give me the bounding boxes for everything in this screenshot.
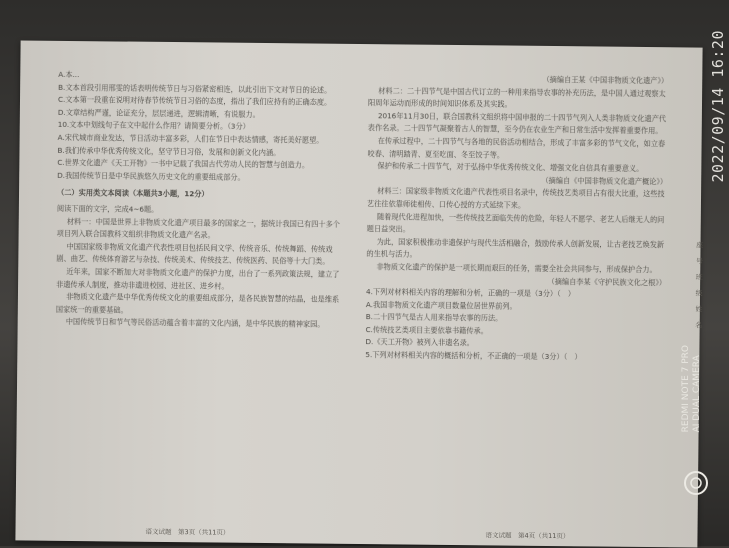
strip-char: 座 [695,241,704,250]
camera-model: REDMI NOTE 7 PRO [681,345,691,433]
strip-char: 名 [695,321,703,330]
question-10: 10.文本中划线句子在文中起什么作用？请简要分析。（3分） [57,120,250,132]
camera-tagline: AI DUAL CAMERA [692,355,702,433]
material-label: 材料一： [66,216,96,226]
answer-option: C.传统技艺类项目主要依靠书籍传承。 [365,324,488,336]
material-label: 材料二： [378,85,408,96]
paragraph: 国家级非物质文化遗产代表性项目名录中，传统技艺类项目占有很大比重，这些技艺往往依靠师徒相传、口传心授的方式延续下来。 [366,186,665,210]
answer-option: A.我国非物质文化遗产项目数量位居世界前列。 [365,299,517,311]
text-line: B.文本首段引用邢雯的话表明传统节日与习俗紧密相连，以此引出下文对节日的论述。 [58,82,332,95]
question-4: 4.下列对材料相关内容的理解和分析，正确的一项是（3分）（ ） [365,287,576,299]
strip-char: 姓 [695,305,703,314]
camera-logo-icon [683,470,709,496]
paragraph: 中国传统节日和节气等民俗活动蕴含着丰富的文化内涵，是中华民族的精神家园。 [65,317,325,329]
attribution: （摘编自王某《中国非物质文化遗产》） [542,74,669,86]
answer-option: D.《天工开物》被列入非遗名录。 [365,337,474,348]
page-footer-right: 语文试题 第4页（共11页） [485,531,570,541]
text-line: D.我国传统节日是中华民族悠久历史文化的重要组成部分。 [57,170,245,182]
attribution: （摘编自《中国非物质文化遗产概论》） [541,175,668,186]
material-label: 材料三： [377,186,406,196]
text-line: A.本... [58,69,80,80]
timestamp-watermark: 2022/09/14 16:20 [709,30,727,183]
paragraph: 非物质文化遗产是中华优秀传统文化的重要组成部分，是各民族智慧的结晶，也是维系国家统一的重要基础。 [55,292,340,315]
paragraph: 非物质文化遗产的保护是一项长期而艰巨的任务，需要全社会共同参与，形成保护合力。 [376,262,657,275]
paragraph: 二十四节气是中国古代订立的一种用来指导农事的补充历法，是中国人通过观察太阳周年运动而形成的时间知识体系及其实践。 [367,86,666,109]
text-line: D.文章结构严谨，论证充分，层层递进，逻辑清晰，有说服力。 [57,107,260,119]
text-line: A.宋代城市商业发达，节日活动丰富多彩，人们在节日中表达情感，寄托美好愿望。 [57,132,324,145]
right-column [365,72,668,365]
section-title: （二）实用类文本阅读（本题共3小题，12分） [56,188,209,199]
paragraph: 保护和传承二十四节气，对于弘扬中华优秀传统文化、增强文化自信具有重要意义。 [377,161,644,174]
paragraph: 2016年11月30日，联合国教科文组织将中国申报的二十四节气列入人类非物质文化遗产代表作名录。二十四节气凝聚着古人的智慧，至今仍在农业生产和日常生活中发挥着重要作用。 [367,110,667,136]
answer-option: B.二十四节气是古人用来指导农事的历法。 [365,312,503,323]
strip-char: 号 [695,257,703,266]
strip-char: 班 [695,273,703,282]
paragraph: 为此，国家积极推动非遗保护与现代生活相融合，鼓励传承人创新发展，让古老技艺焕发新的生机与活力。 [366,236,665,259]
paragraph: 在传承过程中，二十四节气与各地的民俗活动相结合，形成了丰富多彩的节气文化，如立春咬春、清明踏青、夏至吃面、冬至饺子等。 [367,136,666,160]
left-column [56,69,349,332]
paragraph: 中国国家级非物质文化遗产代表性项目包括民间文学、传统音乐、传统舞蹈、传统戏剧、曲艺、传统体育游艺与杂技、传统美术、传统技艺、传统医药、民俗等十大门类。 [56,241,333,267]
binding-strip [694,238,705,334]
paragraph: 近年来，国家不断加大对非物质文化遗产的保护力度，出台了一系列政策法规，建立了非遗传承人制度，推动非遗进校园、进社区、进乡村。 [56,266,340,291]
text-line: C.文本第一段重在说明对待春节传统节日习俗的态度，指出了我们应持有的正确态度。 [57,95,332,107]
text-line: B.我们传承中华优秀传统文化，坚守节日习俗，发展和创新文化内涵。 [57,145,281,157]
question-5: 5.下列对材料相关内容的概括和分析，不正确的一项是（3分）（ ） [365,350,582,362]
text-line: C.世界文化遗产《天工开物》一书中记载了我国古代劳动人民的智慧与创造力。 [57,157,310,170]
camera-watermark [681,345,703,432]
section-intro: 阅读下面的文字，完成4~6题。 [56,203,159,214]
exam-paper [15,40,702,547]
page-footer-left: 语文试题 第3页（共11页） [145,527,230,537]
paragraph: 中国是世界上非物质文化遗产项目最多的国家之一，据统计我国已有四十多个项目列入联合国教科文组织非物质文化遗产名录。 [56,216,341,240]
attribution: （摘编自李某《守护民族文化之根》） [547,276,667,287]
strip-char: 级 [695,289,703,298]
paragraph: 随着现代化进程加快，一些传统技艺面临失传的危险，年轻人不愿学、老艺人后继无人的问题日益突出。 [366,211,665,234]
